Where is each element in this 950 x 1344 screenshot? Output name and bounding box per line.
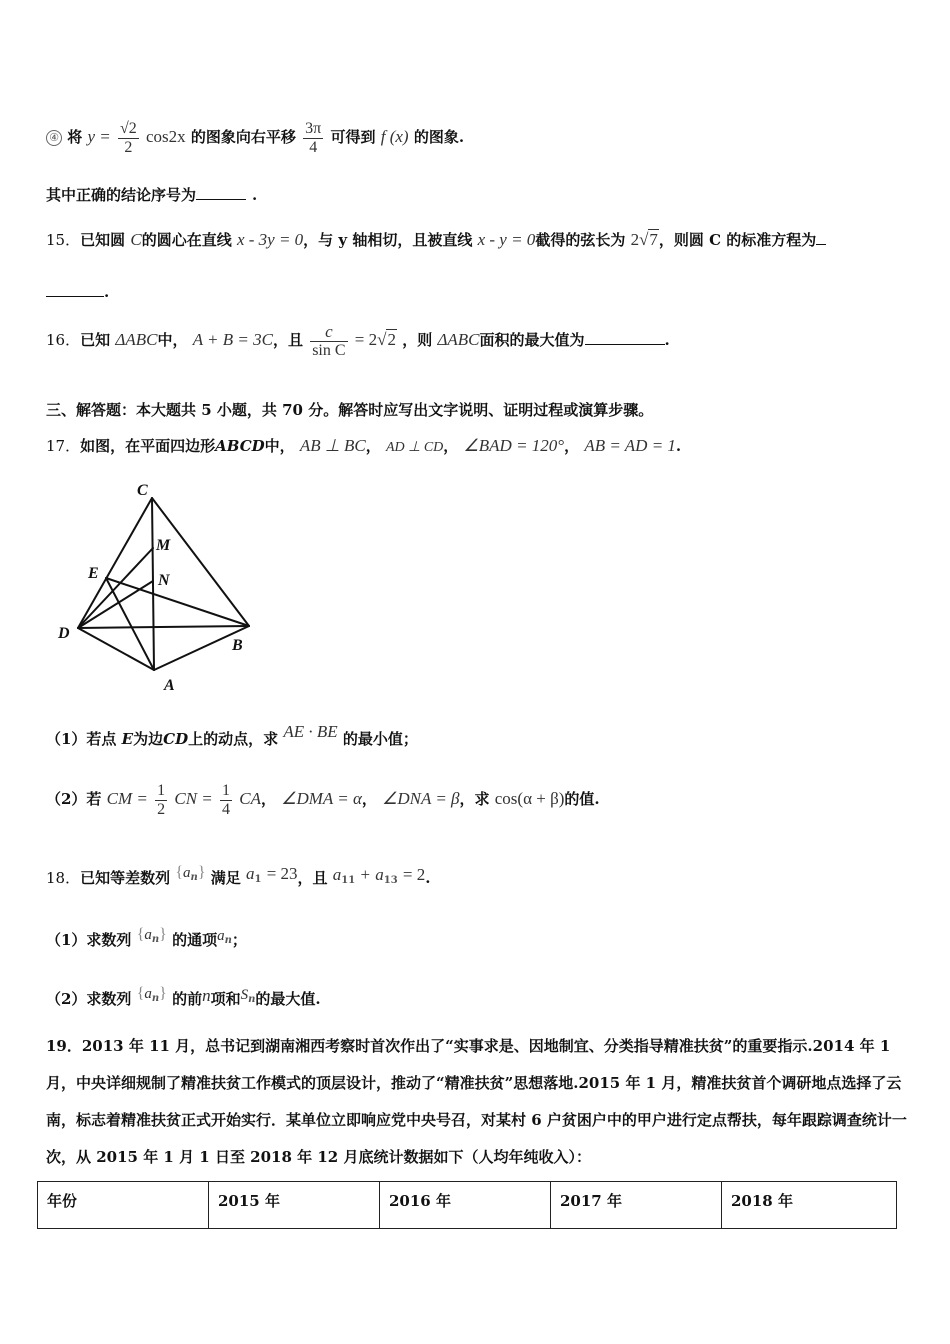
q18-p1-seq-sub: n bbox=[151, 934, 160, 945]
q17-p1-cd: CD bbox=[163, 730, 189, 748]
q18-p1-seq-a: a bbox=[144, 927, 152, 943]
table-header-cell: 2015 年 bbox=[209, 1182, 380, 1229]
q18-part-2 bbox=[46, 985, 321, 1015]
q17-p2-f1-num: 1 bbox=[157, 781, 166, 799]
q16-num: 16． bbox=[46, 331, 81, 349]
q15-text-5: ，则圆 C 的标准方程为 bbox=[658, 231, 817, 249]
q18-p2-sn bbox=[241, 985, 256, 1003]
q18-p1-an-a: a bbox=[217, 928, 225, 944]
q18-a1-a: a bbox=[245, 864, 255, 883]
q16-text-3: ，且 bbox=[272, 331, 303, 349]
q18-p1-label: （1）求数列 bbox=[46, 931, 132, 949]
q17-p1-text-2: 上的动点，求 bbox=[188, 730, 279, 748]
answer-blank bbox=[196, 199, 246, 200]
item-4-f: f (x) bbox=[380, 127, 409, 146]
q15-chord-coef: 2 bbox=[630, 230, 640, 249]
q16-eq: = 2 bbox=[354, 330, 378, 349]
q17-p1-text-1: 为边 bbox=[133, 730, 164, 748]
q17-abcd: ABCD bbox=[215, 437, 265, 455]
q15-blank-1 bbox=[816, 244, 826, 245]
q18-p2-seq-sub: n bbox=[151, 993, 160, 1004]
q15-num: 15． bbox=[46, 231, 81, 249]
q18-text-3: ，且 bbox=[297, 869, 328, 887]
q18-p1-an-sub: n bbox=[224, 935, 232, 946]
q17-sep-3: ， bbox=[564, 437, 580, 455]
q18-p2-text-2: 项和 bbox=[210, 990, 241, 1008]
item-4-text-2: 的图象向右平移 bbox=[190, 128, 296, 146]
q18-seq: $\{a_n\}$ bbox=[175, 864, 206, 883]
q16-triangle-2: ΔABC bbox=[437, 330, 480, 349]
q18-seq-sub: n bbox=[190, 872, 198, 883]
q17-p1-label: （1）若点 bbox=[46, 730, 117, 748]
q15-end: . bbox=[104, 283, 110, 301]
q15-text-3: ，与 y 轴相切，且被直线 bbox=[303, 231, 473, 249]
q18-p2-n: n bbox=[202, 986, 211, 1005]
q17-cond-2: AD ⊥ CD bbox=[385, 440, 444, 455]
q15-blank-2 bbox=[46, 296, 104, 297]
label-m: M bbox=[156, 537, 171, 554]
q18-p2-text-1: 的前 bbox=[172, 990, 203, 1008]
item-4-marker: ④ bbox=[46, 130, 62, 146]
q17-num: 17． bbox=[46, 437, 81, 455]
table-row bbox=[38, 1182, 897, 1229]
q15-line1: x - 3y = 0 bbox=[236, 230, 304, 249]
q17-p2-angle-2: ∠DNA = β bbox=[382, 789, 460, 808]
q18-p1-seq: $\{a_n\}$ bbox=[136, 926, 167, 945]
q17-end: . bbox=[675, 437, 682, 455]
q15-text-2: 的圆心在直线 bbox=[141, 231, 232, 249]
q17-figure bbox=[46, 478, 261, 693]
q15-chord-rad: 7 bbox=[649, 230, 658, 249]
q16-cond: A + B = 3C bbox=[192, 330, 273, 349]
q18-num: 18． bbox=[46, 869, 81, 887]
q15-line-2 bbox=[46, 282, 109, 302]
q17-p2-f2-den: 4 bbox=[222, 800, 231, 818]
q17-p2-text-1: ，求 bbox=[459, 790, 490, 808]
q15-line2: x - y = 0 bbox=[477, 230, 536, 249]
section-3-heading: 三、解答题：本大题共 5 小题，共 70 分。解答时应写出文字说明、证明过程或演算步骤。 bbox=[46, 401, 654, 419]
q16-value: = 2√2 bbox=[354, 330, 396, 349]
q18-p2-label: （2）求数列 bbox=[46, 990, 132, 1008]
label-n: N bbox=[158, 572, 170, 589]
q15-chord: 2√7 bbox=[630, 230, 658, 249]
q17-cond-1: AB ⊥ BC bbox=[299, 436, 366, 455]
q17-text-1: 如图，在平面四边形 bbox=[80, 437, 216, 455]
q18-a13-a: a bbox=[375, 865, 384, 884]
q17-cond-4: AB = AD = 1 bbox=[584, 436, 676, 455]
q16-frac-den: sin C bbox=[312, 341, 346, 359]
q18-p2-seq-a: a bbox=[144, 986, 152, 1002]
q15-line bbox=[46, 230, 826, 250]
q17-text-2: 中， bbox=[264, 437, 295, 455]
conclusion-line bbox=[46, 185, 257, 205]
table-header-cell: 2016 年 bbox=[380, 1182, 551, 1229]
item-4-frac-den: 2 bbox=[124, 138, 133, 156]
q18-a1-sub: 1 bbox=[254, 874, 262, 885]
q18-sum bbox=[333, 866, 425, 884]
label-d: D bbox=[58, 625, 70, 642]
item-4-frac bbox=[118, 120, 139, 157]
edge-ca bbox=[152, 498, 154, 670]
q18-a13-sub: 13 bbox=[383, 875, 398, 886]
label-e: E bbox=[88, 565, 99, 582]
q18-plus: + bbox=[360, 865, 371, 884]
edge-db bbox=[78, 626, 249, 628]
q15-circle-c: C bbox=[130, 230, 142, 249]
q17-p1-expr: AE · BE bbox=[283, 722, 338, 741]
edge-cb bbox=[152, 498, 249, 626]
q18-p2-text-3: 的最大值. bbox=[255, 990, 321, 1008]
q17-p2-sep-1: ， bbox=[260, 790, 276, 808]
label-a: A bbox=[164, 677, 175, 693]
q17-p2-f1-den: 2 bbox=[157, 800, 166, 818]
item-4-shift-num: 3π bbox=[305, 119, 322, 137]
item-4-shift bbox=[303, 120, 323, 157]
q17-sep-1: ， bbox=[365, 437, 381, 455]
q17-p2-ca: CA bbox=[239, 789, 261, 808]
q16-end: . bbox=[664, 331, 670, 349]
q18-p2-seq: $\{a_n\}$ bbox=[136, 985, 167, 1004]
q18-part-1 bbox=[46, 926, 247, 956]
q16-text-1: 已知 bbox=[80, 331, 111, 349]
q17-p2-text-2: 的值. bbox=[564, 790, 600, 808]
label-c: C bbox=[137, 482, 148, 499]
table-header-cell: 2018 年 bbox=[722, 1182, 897, 1229]
q16-text-4: ，则 bbox=[402, 331, 433, 349]
q18-a11-sub: 11 bbox=[341, 875, 356, 886]
conclusion-text: 其中正确的结论序号为 bbox=[46, 186, 197, 204]
q18-line bbox=[46, 864, 431, 894]
q18-p1-an bbox=[217, 926, 232, 944]
q17-line bbox=[46, 436, 681, 458]
q17-p2-cn: CN = bbox=[174, 789, 213, 808]
q18-p2-s-sub: n bbox=[248, 994, 256, 1005]
edge-cd bbox=[78, 498, 152, 628]
q17-p2-label: （2）若 bbox=[46, 790, 102, 808]
q15-text-1: 已知圆 bbox=[80, 231, 126, 249]
q16-blank bbox=[585, 344, 665, 345]
q17-p2-frac-2 bbox=[220, 782, 232, 819]
q16-text-2: 中， bbox=[157, 331, 188, 349]
item-4-frac-num: √2 bbox=[120, 119, 137, 137]
q16-text-5: 面积的最大值为 bbox=[479, 331, 585, 349]
table-header-cell: 年份 bbox=[38, 1182, 209, 1229]
conclusion-end: . bbox=[252, 186, 258, 204]
q18-p2-s: S bbox=[240, 987, 249, 1003]
q17-p1-e: E bbox=[121, 730, 134, 748]
q18-text-2: 满足 bbox=[210, 869, 241, 887]
income-table bbox=[37, 1181, 897, 1229]
q18-end: . bbox=[425, 869, 431, 887]
q15-text-4: 截得的弦长为 bbox=[535, 231, 626, 249]
q19-paragraph: 19．2013 年 11 月，总书记到湖南湘西考察时首次作出了“实事求是、因地制宜、分类指导精准扶贫”的重要指示.2014 年 1 月，中央详细规制了精准扶贫工作模式的顶层设计，推动了“精准扶贫”思想落地.2015 年 1 月，精准扶贫首个调研地点选择了云南，标志着精准扶贫正式开始实行．某单位立即响应党中央号召，对某村 6 户贫困户中的甲户进行定点帮扶，每年跟踪调查统计一次，从 2015 年 1 月 1 日至 2018 年 12 月底统计数据如下（人均年纯收入）： bbox=[46, 1037, 907, 1166]
q17-part-2 bbox=[46, 779, 600, 819]
item-4-text-1: 将 bbox=[67, 128, 83, 146]
q17-p2-expr: cos(α + β) bbox=[494, 789, 565, 808]
q16-triangle: ΔABC bbox=[115, 330, 158, 349]
q18-sum-val: = 2 bbox=[402, 865, 426, 884]
q18-a11-a: a bbox=[332, 865, 342, 884]
table-header-cell: 2017 年 bbox=[551, 1182, 722, 1229]
q18-p1-text-1: 的通项 bbox=[172, 931, 218, 949]
q16-frac-num: c bbox=[310, 323, 347, 342]
q17-p1-text-3: 的最小值； bbox=[342, 730, 418, 748]
q18-p1-end: ； bbox=[231, 931, 247, 949]
q17-sep-2: ， bbox=[443, 437, 459, 455]
item-4-shift-den: 4 bbox=[309, 138, 318, 156]
q17-p2-cm: CM = bbox=[106, 789, 148, 808]
q16-frac bbox=[310, 323, 347, 360]
q17-p2-f2-num: 1 bbox=[222, 781, 231, 799]
q16-line bbox=[46, 320, 670, 360]
q18-seq-a: a bbox=[183, 865, 191, 881]
q16-rad: 2 bbox=[387, 330, 396, 349]
q18-a1-val: = 23 bbox=[266, 864, 298, 883]
q17-p2-frac-1 bbox=[155, 782, 167, 819]
q17-p2-angle-1: ∠DMA = α bbox=[281, 789, 362, 808]
q17-part-1 bbox=[46, 722, 418, 749]
q17-p2-sep-2: ， bbox=[361, 790, 377, 808]
item-4-text-3: 可得到 bbox=[330, 128, 376, 146]
label-b: B bbox=[232, 637, 243, 654]
q18-a1 bbox=[246, 865, 298, 883]
item-4-y-lhs: y = bbox=[87, 127, 111, 146]
q17-cond-3: ∠BAD = 120° bbox=[463, 436, 565, 455]
item-4-line bbox=[46, 117, 464, 157]
item-4-text-4: 的图象. bbox=[413, 128, 465, 146]
item-4-cos: cos2x bbox=[146, 127, 186, 146]
q18-text-1: 已知等差数列 bbox=[80, 869, 171, 887]
